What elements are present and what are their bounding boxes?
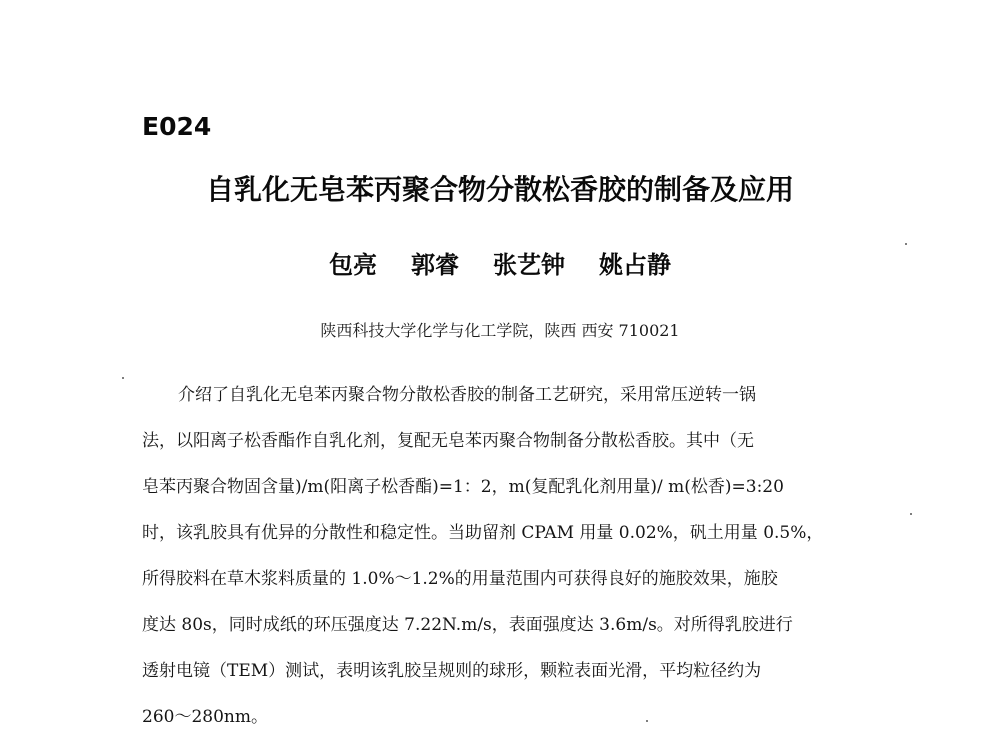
author-name: 张艺钟 bbox=[493, 251, 565, 279]
abstract-line: 介绍了自乳化无皂苯丙聚合物分散松香胶的制备工艺研究，采用常压逆转一锅 bbox=[178, 385, 756, 405]
abstract-line: 时，该乳胶具有优异的分散性和稳定性。当助留剂 CPAM 用量 0.02%，矾土用量 0.5%， bbox=[142, 523, 824, 543]
author-name: 姚占静 bbox=[599, 251, 671, 279]
scan-speck bbox=[646, 720, 648, 722]
author-name: 郭睿 bbox=[411, 251, 459, 279]
abstract-line: 法，以阳离子松香酯作自乳化剂，复配无皂苯丙聚合物制备分散松香胶。其中（无 bbox=[142, 431, 754, 451]
abstract-line: 皂苯丙聚合物固含量)/m(阳离子松香酯)=1：2，m(复配乳化剂用量)/ m(松香)=3:20 bbox=[142, 477, 784, 497]
abstract-line: 所得胶料在草木浆料质量的 1.0%～1.2%的用量范围内可获得良好的施胶效果，施胶 bbox=[142, 569, 778, 589]
scan-speck bbox=[122, 377, 124, 379]
abstract-line: 260～280nm。 bbox=[142, 707, 268, 727]
abstract-line: 透射电镜（TEM）测试，表明该乳胶呈规则的球形，颗粒表面光滑，平均粒径约为 bbox=[142, 661, 762, 681]
abstract-line: 度达 80s，同时成纸的环压强度达 7.22N.m/s，表面强度达 3.6m/s。对所得乳胶进行 bbox=[142, 615, 793, 635]
paper-title: 自乳化无皂苯丙聚合物分散松香胶的制备及应用 bbox=[205, 173, 794, 206]
paper-code: E024 bbox=[142, 112, 212, 141]
abstract-body bbox=[142, 372, 862, 740]
scan-speck bbox=[910, 513, 912, 515]
scan-speck bbox=[905, 243, 907, 245]
affiliation: 陕西科技大学化学与化工学院，陕西 西安 710021 bbox=[320, 321, 680, 340]
author-list bbox=[140, 245, 860, 280]
author-name: 包亮 bbox=[329, 251, 377, 279]
